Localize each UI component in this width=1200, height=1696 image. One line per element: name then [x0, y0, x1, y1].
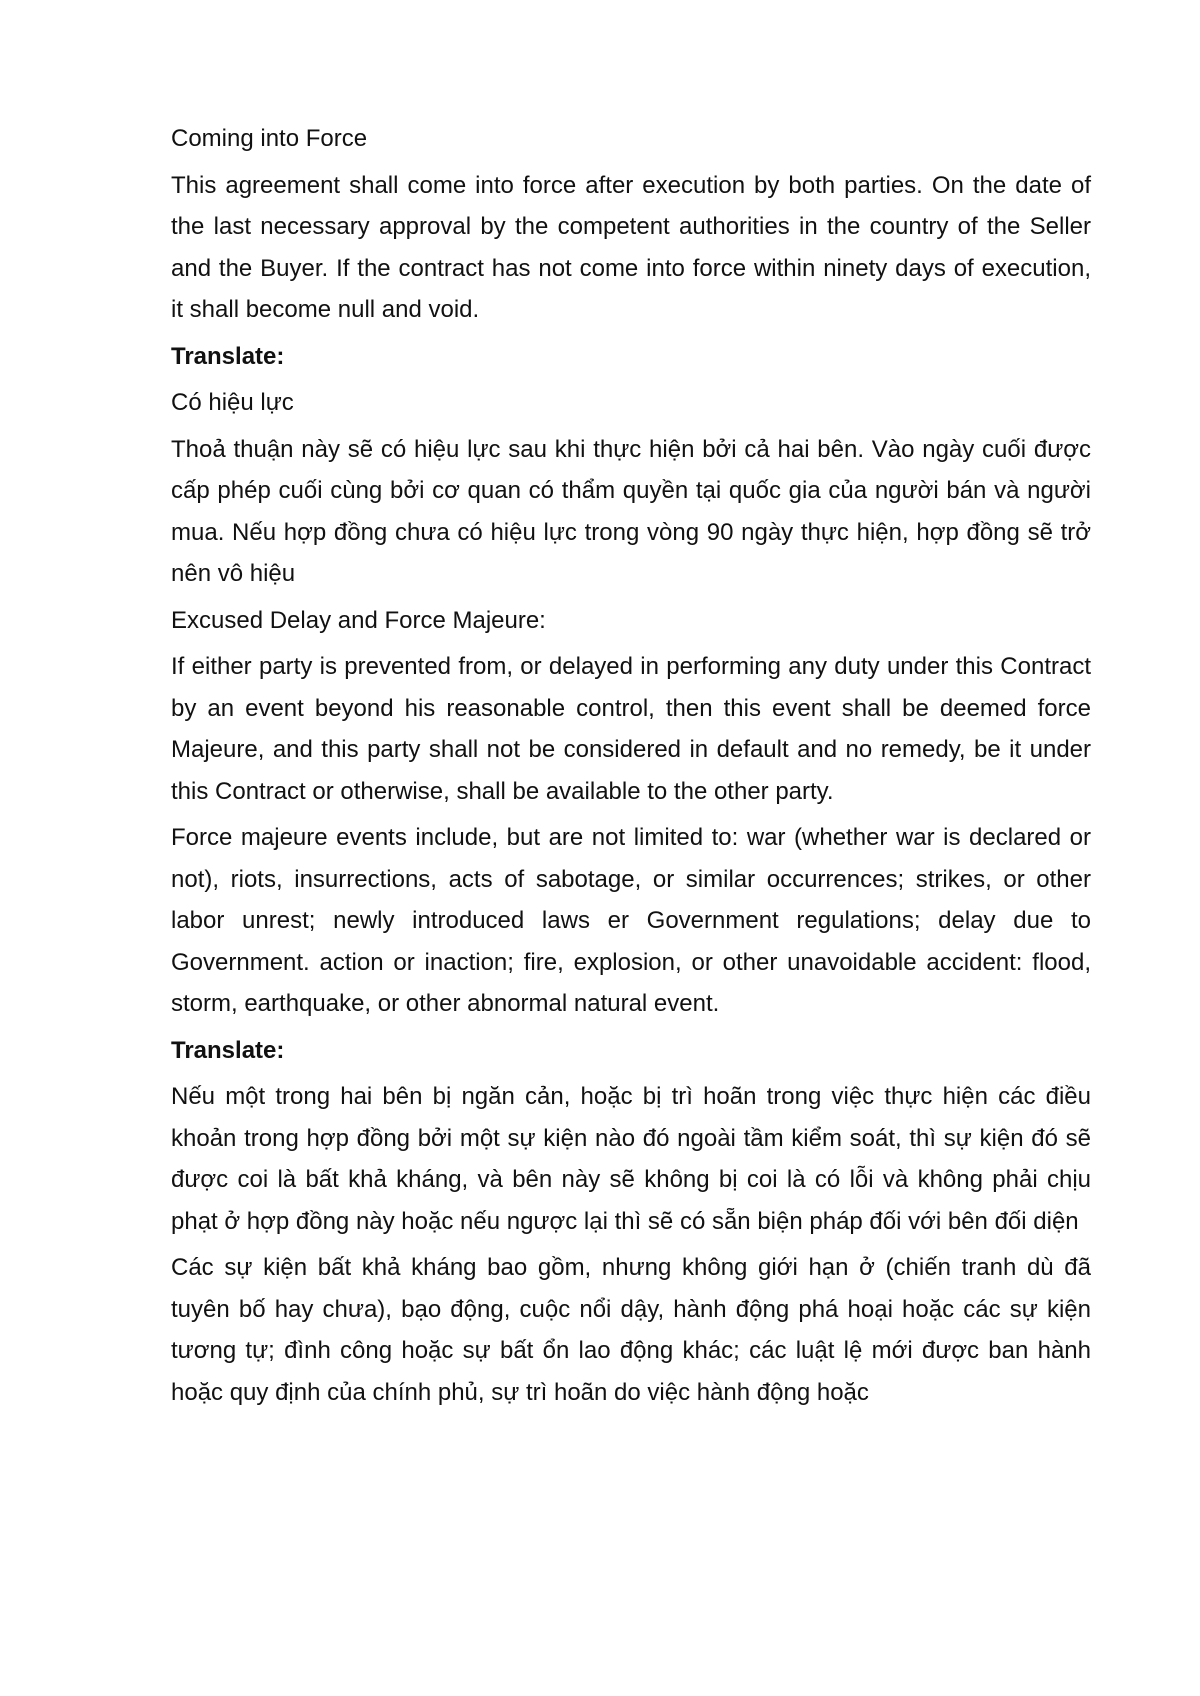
translate-label: Translate: — [171, 1036, 285, 1064]
paragraph-cac-su-kien: Các sự kiện bất khả kháng bao gồm, nhưng không giới hạn ở (chiến tranh dù đã tuyên bố hay chưa), bạo động, cuộc nổi dậy, hành động phá hoại hoặc các sự kiện tương tự; đình công hoặc sự bất ổn lao động khác; các luật lệ mới được ban hành hoặc quy định của chính phủ, sự trì hoãn do việc hành động hoặc — [171, 1254, 1091, 1406]
heading-co-hieu-luc: Có hiệu lực — [171, 389, 294, 416]
heading-coming-into-force: Coming into Force — [171, 125, 368, 152]
paragraph-excused-delay: If either party is prevented from, or delayed in performing any duty under this Contract by an event beyond his reasonable control, then this event shall be deemed force Majeure, and this party shall not be considered in default and no remedy, be it under this Contract or otherwise, shall be available to the other party. — [171, 653, 1091, 805]
paragraph-neu-mot-trong-hai: Nếu một trong hai bên bị ngăn cản, hoặc bị trì hoãn trong việc thực hiện các điều khoản trong hợp đồng bởi một sự kiện nào đó ngoài tầm kiểm soát, thì sự kiện đó sẽ được coi là bất khả kháng, và bên này sẽ không bị coi là có lỗi và không phải chịu phạt ở hợp đồng này hoặc nếu ngược lại thì sẽ có sẵn biện pháp đối với bên đối diện — [171, 1083, 1091, 1235]
translate-label: Translate: — [171, 342, 285, 370]
paragraph-co-hieu-luc: Thoả thuận này sẽ có hiệu lực sau khi thực hiện bởi cả hai bên. Vào ngày cuối được cấp phép cuối cùng bởi cơ quan có thẩm quyền tại quốc gia của người bán và người mua. Nếu hợp đồng chưa có hiệu lực trong vòng 90 ngày thực hiện, hợp đồng sẽ trở nên vô hiệu — [171, 435, 1091, 587]
paragraph-coming-into-force: This agreement shall come into force after execution by both parties. On the date of the last necessary approval by the competent authorities in the country of the Seller and the Buyer. If the contract has not come into force within ninety days of execution, it shall become null and void. — [171, 171, 1091, 323]
document-body — [171, 118, 1091, 1418]
heading-excused-delay: Excused Delay and Force Majeure: — [171, 606, 546, 634]
paragraph-force-majeure-events: Force majeure events include, but are not limited to: war (whether war is declared or not), riots, insurrections, acts of sabotage, or similar occurrences; strikes, or other labor unrest; newly introduced laws er Government regulations; delay due to Government. action or inaction; fire, explosion, or other unavoidable accident: flood, storm, earthquake, or other abnormal natural event. — [171, 824, 1091, 1017]
